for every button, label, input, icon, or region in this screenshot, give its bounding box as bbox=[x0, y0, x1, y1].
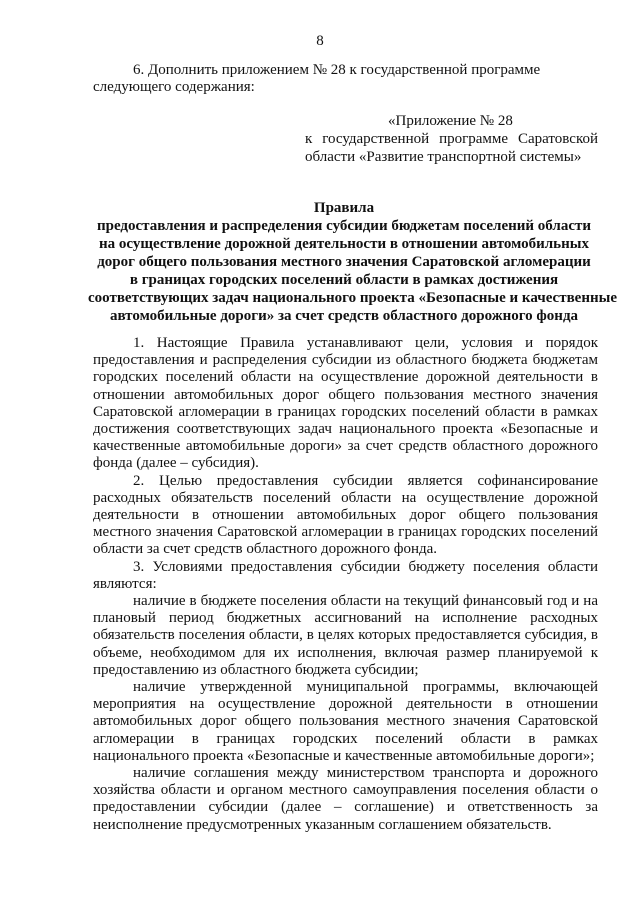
paragraph-2: 2. Целью предоставления субсидии является софинансирование расходных обязательств поселений области на осуществление дорожной деятельности в отношении автомобильных дорог общего пользования местного значения Саратовской агломерации в границах городских поселений области за счет средств областного дорожного фонда. bbox=[93, 472, 598, 558]
heading-line: соответствующих задач национального проекта «Безопасные и качественные bbox=[88, 290, 617, 306]
rules-heading bbox=[88, 199, 617, 325]
condition-budget: наличие в бюджете поселения области на текущий финансовый год и на плановый период бюджетных ассигнований на исполнение расходных обязательств поселения области, в целях которых предоставляется субсидия, в объеме, необходимом для их исполнения, включая размер планируемой к предоставлению из областного бюджета субсидии; bbox=[93, 593, 598, 678]
rules-body bbox=[93, 335, 598, 834]
paragraph-3: 3. Условиями предоставления субсидии бюджету поселения области являются: bbox=[93, 558, 598, 592]
appendix-reference bbox=[305, 112, 598, 166]
heading-line: автомобильные дороги» за счет средств областного дорожного фонда bbox=[109, 308, 579, 324]
appendix-line-3: области «Развитие транспортной системы» bbox=[305, 149, 582, 165]
condition-agreement: наличие соглашения между министерством транспорта и дорожного хозяйства области и органом местного самоуправления поселения области о предоставлении субсидии (далее – соглашение) и ответственность за неисполнение предусмотренных указанным соглашением обязательств. bbox=[93, 765, 598, 833]
page-number: 8 bbox=[316, 33, 324, 49]
appendix-line-1: «Приложение № 28 bbox=[388, 113, 513, 129]
paragraph-1: 1. Настоящие Правила устанавливают цели, условия и порядок предоставления и распределения субсидии из областного бюджета бюджетам городских поселений области на осуществление дорожной деятельности в отношении автомобильных дорог общего пользования местного значения Саратовской агломерации в границах городских поселений области в рамках достижения соответствующих задач национального проекта «Безопасные и качественные автомобильные дороги» за счет средств областного дорожного фонда (далее – субсидия). bbox=[93, 335, 598, 472]
heading-line: на осуществление дорожной деятельности в отношении автомобильных bbox=[99, 236, 589, 252]
heading-line: в границах городских поселений области в рамках достижения bbox=[129, 272, 559, 288]
condition-program: наличие утвержденной муниципальной программы, включающей мероприятия на осуществление дорожной деятельности в отношении автомобильных дорог общего пользования местного значения Саратовской агломерации в границах городских поселений области в рамках национального проекта «Безопасные и качественные автомобильные дороги»; bbox=[93, 679, 598, 764]
heading-line: предоставления и распределения субсидии бюджетам поселений области bbox=[96, 218, 591, 234]
appendix-line-2: к государственной программе Саратовской bbox=[305, 131, 598, 147]
heading-line: дорог общего пользования местного значения Саратовской агломерации bbox=[97, 254, 591, 270]
rules-title: Правила bbox=[313, 200, 375, 216]
intro-paragraph: 6. Дополнить приложением № 28 к государственной программе следующего содержания: bbox=[93, 62, 541, 95]
